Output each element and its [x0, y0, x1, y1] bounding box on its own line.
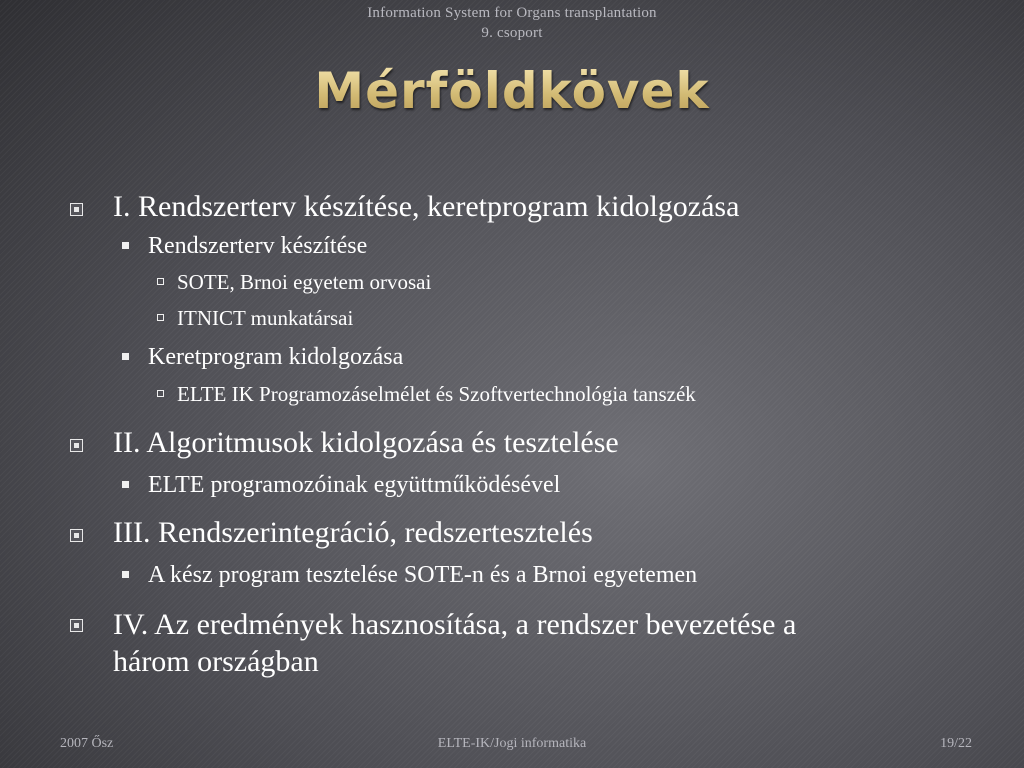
slide-title: Mérföldkövek [0, 62, 1024, 120]
footer-course: ELTE-IK/Jogi informatika [437, 736, 587, 751]
list-item [0, 381, 1024, 407]
list-item-text: II. Algoritmusok kidolgozása és tesztelése [113, 426, 619, 459]
list-item-text: I. Rendszerterv készítése, keretprogram kidolgozása [113, 190, 740, 223]
list-item [0, 471, 1024, 499]
slide-number: 19/22 [940, 736, 972, 751]
filled-square-bullet-icon [122, 242, 129, 249]
list-item-text: Keretprogram kidolgozása [148, 344, 404, 370]
list-item [0, 426, 1024, 460]
list-item-text: Rendszerterv készítése [148, 233, 368, 259]
hollow-square-bullet-icon [157, 390, 164, 397]
header-subtitle: Information System for Organs transplantation [367, 5, 657, 21]
footer-date: 2007 Ősz [60, 736, 114, 751]
list-item [0, 232, 1024, 260]
list-item [0, 606, 813, 680]
list-item-text: III. Rendszerintegráció, redszertesztelés [113, 516, 593, 549]
square-bullet-icon [70, 203, 83, 216]
filled-square-bullet-icon [122, 571, 129, 578]
list-item [0, 516, 1024, 550]
list-item-text: SOTE, Brnoi egyetem orvosai [177, 270, 432, 294]
list-item [0, 305, 1024, 331]
bullet-list [0, 190, 1024, 680]
list-item [0, 269, 1024, 295]
header-group: 9. csoport [481, 25, 543, 41]
list-item [0, 190, 1024, 224]
list-item-text: ITNICT munkatársai [177, 306, 354, 330]
list-item-text: A kész program tesztelése SOTE-n és a Brnoi egyetemen [148, 562, 698, 588]
list-item-text: ELTE IK Programozáselmélet és Szoftvertechnológia tanszék [177, 382, 696, 406]
filled-square-bullet-icon [122, 481, 129, 488]
list-item [0, 561, 1024, 589]
filled-square-bullet-icon [122, 353, 129, 360]
list-item-text: ELTE programozóinak együttműködésével [148, 472, 561, 498]
hollow-square-bullet-icon [157, 314, 164, 321]
hollow-square-bullet-icon [157, 278, 164, 285]
list-item [0, 343, 1024, 371]
square-bullet-icon [70, 529, 83, 542]
square-bullet-icon [70, 619, 83, 632]
list-item-text: IV. Az eredmények hasznosítása, a rendszer bevezetése a három országban [113, 608, 797, 678]
square-bullet-icon [70, 439, 83, 452]
